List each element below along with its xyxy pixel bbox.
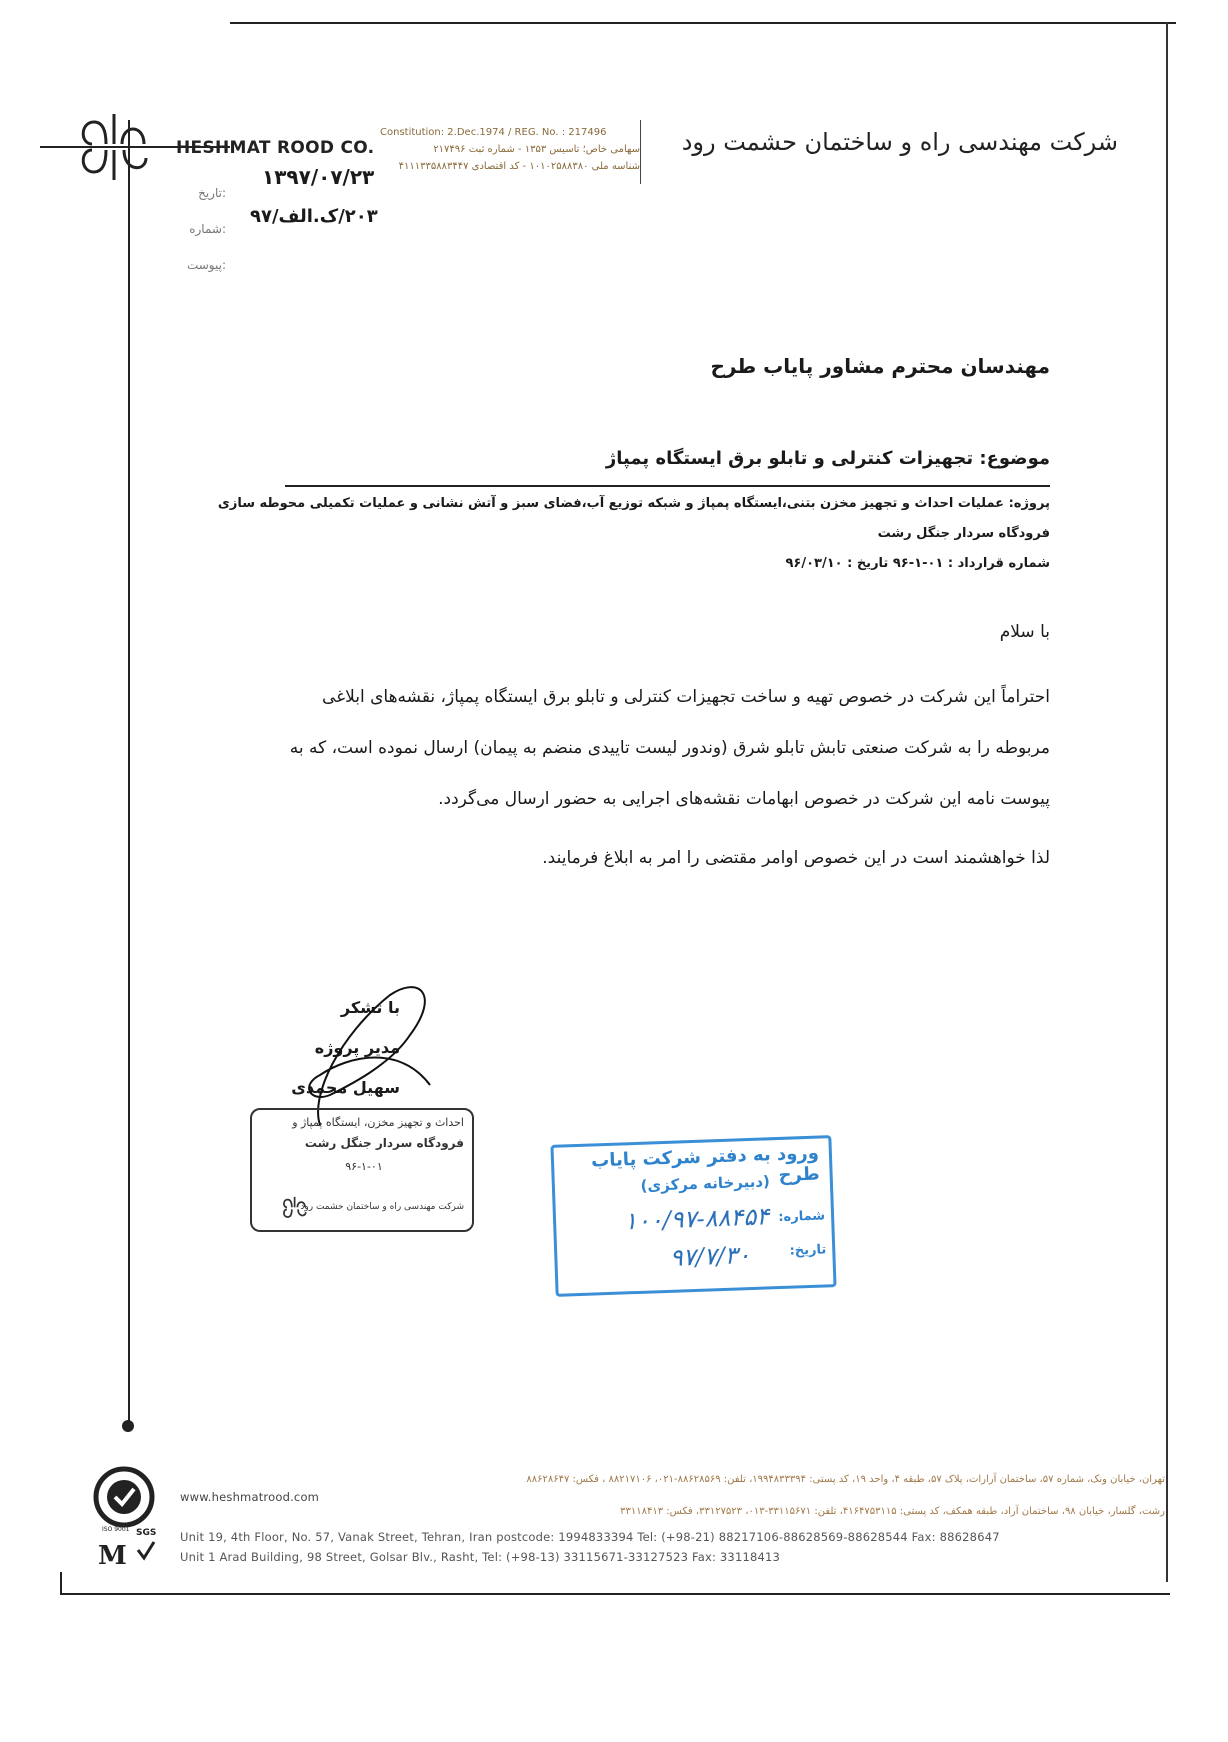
company-name-en: HESHMAT ROOD CO. (176, 138, 375, 158)
stamp-line: شرکت مهندسی راه و ساختمان حشمت رود (300, 1202, 464, 1212)
sgs-label: SGS (136, 1528, 157, 1538)
registration-line: Constitution: 2.Dec.1974 / REG. No. : 217496 (380, 127, 607, 138)
greeting: با سلام (999, 622, 1050, 642)
frame-top-line (230, 22, 1176, 24)
registration-info (380, 124, 640, 175)
sgs-certification-icon (88, 1465, 160, 1537)
frame-left-line (128, 120, 130, 1425)
contract-line: شماره قرارداد : ۰۱-۱-۹۶ تاریخ : ۹۶/۰۳/۱۰ (785, 556, 1050, 571)
received-date-label: تاریخ: (789, 1242, 827, 1259)
registration-line: سهامی خاص؛ تاسیس ۱۳۵۳ - شماره ثبت ۲۱۷۴۹۶ (433, 144, 640, 155)
received-number: ۱۰۰/۹۷-۸۸۴۵۴ (623, 1202, 770, 1236)
footer-website[interactable]: www.heshmatrood.com (180, 1490, 320, 1504)
frame-right-line (1166, 22, 1168, 1582)
company-logo-icon (72, 100, 164, 192)
stamp-line: ۹۶-۱-۰۱ (345, 1160, 383, 1173)
letter-date: ۱۳۹۷/۰۷/۲۳ (262, 165, 375, 189)
recipient: مهندسان محترم مشاور پایاب طرح (710, 354, 1050, 378)
date-label: :تاریخ (198, 186, 226, 200)
header-divider (640, 120, 641, 184)
subject: موضوع: تجهیزات کنترلی و تابلو برق ایستگاه پمپاژ (605, 448, 1050, 469)
footer-address-tehran-en: Unit 19, 4th Floor, No. 57, Vanak Street, Tehran, Iran postcode: 1994833394 Tel: (+98-21) 88217106-88628569-88628544 Fax: 88628647 (180, 1530, 1000, 1544)
body-line: مربوطه را به شرکت صنعتی تابش تابلو شرق (وندور لیست تاییدی منضم به پیمان) ارسال نموده است، که به (289, 738, 1050, 758)
project-line: پروژه: عملیات احداث و تجهیز مخزن بتنی،ایستگاه پمپاژ و شبکه توزیع آب،فضای سبز و آتش نشانی و عملیات تکمیلی محوطه سازی (217, 496, 1050, 511)
stamp-line: احداث و تجهیز مخزن، ایستگاه پمپاژ و (292, 1116, 464, 1129)
frame-bottom-line (60, 1593, 1170, 1595)
company-stamp (250, 1108, 474, 1232)
ukas-label: ISO 9001 (102, 1526, 130, 1533)
body-line: احتراماً این شرکت در خصوص تهیه و ساخت تجهیزات کنترلی و تابلو برق ایستگاه پمپاژ، نقشه‌های ابلاغی (322, 687, 1050, 707)
received-number-label: شماره: (778, 1208, 826, 1226)
letter-body (170, 672, 1050, 825)
company-name-fa: شرکت مهندسی راه و ساختمان حشمت رود (681, 128, 1118, 156)
stamp-logo-icon (280, 1192, 312, 1224)
footer-address-tehran-fa: تهران، خیابان ونک، شماره ۵۷، ساختمان آرارات، پلاک ۵۷، طبقه ۴، واحد ۱۹، کد پستی: ۱۹۹۴۸۳۳۳۹۴، تلفن: ۸۸۶۲۸۵۶۹-۰۲۱، ۸۸۲۱۷۱۰۶ ، فکس: ۸۸۶۲۸۶۴۷ (526, 1474, 1165, 1485)
signature-name: سهیل محمدی (291, 1078, 400, 1097)
signature-title: مدیر پروژه (314, 1038, 400, 1057)
quality-mark-icon (98, 1536, 158, 1570)
stamp-line: فرودگاه سردار جنگل رشت (304, 1136, 464, 1150)
letter-number: ۲۰۳/ک.الف/۹۷ (250, 206, 378, 227)
attachment-label: :پیوست (186, 258, 226, 272)
body-line: پیوست نامه این شرکت در خصوص ابهامات نقشه‌های اجرایی به حضور ارسال می‌گردد. (438, 789, 1050, 809)
footer-address-rasht-en: Unit 1 Arad Building, 98 Street, Golsar Blv., Rasht, Tel: (+98-13) 33115671-33127523 Fax: 33118413 (180, 1550, 781, 1564)
received-stamp-title: ورود به دفتر شرکت پایاب طرح (590, 1142, 820, 1187)
signature-thanks: با تشکر (340, 998, 400, 1017)
closing-text: لذا خواهشمند است در این خصوص اوامر مقتضی را امر به ابلاغ فرمایند. (542, 848, 1050, 868)
cert-label: M (98, 1541, 127, 1571)
received-stamp (550, 1135, 836, 1297)
footer-address-rasht-fa: رشت، گلسار، خیابان ۹۸، ساختمان آراد، طبقه همکف، کد پستی: ۴۱۶۴۷۵۳۱۱۵، تلفن: ۳۳۱۱۵۶۷۱-۰۱۳، ۳۳۱۲۷۵۲۳، فکس: ۳۳۱۱۸۴۱۳ (620, 1506, 1165, 1517)
subject-underline (285, 485, 1050, 487)
project-location: فرودگاه سردار جنگل رشت (877, 526, 1050, 541)
frame-bottom-tick (60, 1572, 62, 1594)
number-label: :شماره (189, 222, 226, 236)
frame-left-dot (122, 1420, 134, 1432)
registration-line: شناسه ملی ۱۰۱۰۲۵۸۸۳۸۰ - کد اقتصادی ۴۱۱۱۳۳۵۸۸۳۴۴۷ (398, 161, 640, 172)
project-info (200, 489, 1050, 579)
received-date: ۹۷/۷/۳۰ (669, 1241, 751, 1272)
received-stamp-subtitle: (دبیرخانه مرکزی) (640, 1172, 771, 1195)
